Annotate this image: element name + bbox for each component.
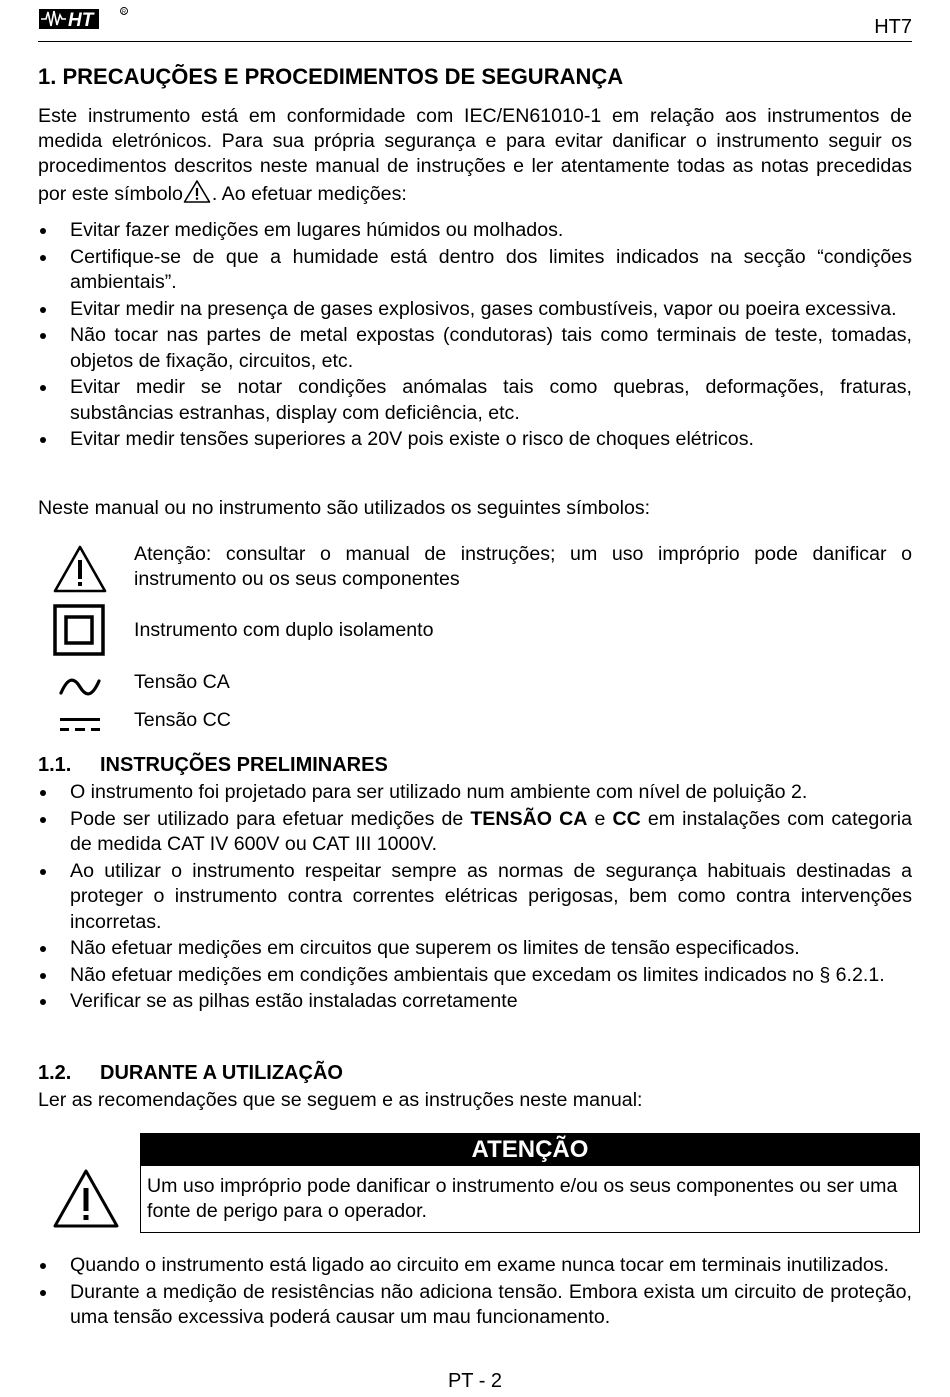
subsection-heading: INSTRUÇÕES PRELIMINARES: [100, 754, 388, 776]
list-item-text: Ao utilizar o instrumento respeitar sempre as normas de segurança habituais destinadas a proteger o instrumento contra correntes elétricas perigosas, bem como contra intervenções incorretas.: [70, 859, 912, 933]
list-item-text: Pode ser utilizado para efetuar medições de: [70, 807, 471, 830]
bullet-icon: [40, 333, 46, 339]
page-number: PT - 2: [447, 1370, 503, 1392]
intro-text-end: . Ao efetuar medições:: [211, 183, 407, 205]
symbols-intro: Neste manual ou no instrumento são utilizados os seguintes símbolos:: [38, 497, 651, 519]
list-item: [38, 807, 912, 858]
subsection-number: 1.1.: [38, 754, 72, 776]
bullet-icon: [40, 869, 46, 875]
bullet-icon: [40, 1290, 46, 1296]
symbol-description: Tensão CA: [134, 671, 230, 693]
subsection-intro: Ler as recomendações que se seguem e as instruções neste manual:: [38, 1089, 643, 1111]
bullet-icon: [40, 999, 46, 1005]
list-item-text: Não efetuar medições em circuitos que superem os limites de tensão especificados.: [70, 937, 800, 959]
list-item-text: Não tocar nas partes de metal expostas (condutoras) tais como terminais de teste, tomadas, objetos de fixação, circuitos, etc.: [70, 324, 912, 372]
section-title: 1. PRECAUÇÕES E PROCEDIMENTOS DE SEGURANÇA: [38, 64, 624, 89]
warning-triangle-icon: [52, 1168, 120, 1230]
bullet-icon: [40, 385, 46, 391]
bullet-icon: [40, 307, 46, 313]
usage-instructions-list: [38, 1253, 912, 1332]
model-label: HT7: [874, 16, 912, 38]
svg-text:R: R: [122, 9, 126, 16]
warning-text: Um uso impróprio pode danificar o instrumento e/ou os seus componentes ou ser uma fonte de perigo para o operador.: [147, 1175, 898, 1222]
list-item: [38, 963, 912, 989]
symbol-description: Atenção: consultar o manual de instruções; um uso impróprio pode danificar o instrumento ou os seus componentes: [134, 543, 912, 590]
inline-warning-icon: [183, 179, 211, 204]
safety-precautions-list: [38, 218, 912, 454]
bullet-icon: [40, 228, 46, 234]
list-item-text: Durante a medição de resistências não adiciona tensão. Embora exista um circuito de proteção, uma tensão excessiva poderá causar um mau funcionamento.: [70, 1280, 912, 1328]
list-item-text: Quando o instrumento está ligado ao circuito em exame nunca tocar em terminais inutilizados.: [70, 1254, 890, 1276]
list-item-text: Evitar medir tensões superiores a 20V pois existe o risco de choques elétricos.: [70, 428, 754, 450]
warning-triangle-icon: [52, 544, 108, 594]
bold-term: CC: [612, 807, 641, 830]
logo-text: HT: [68, 10, 94, 31]
list-item: [38, 323, 912, 374]
list-item: [38, 1280, 912, 1331]
header-divider: [38, 41, 912, 42]
bold-term: TENSÃO CA: [470, 807, 588, 830]
symbol-description: Tensão CC: [134, 709, 231, 731]
list-item-text: Verificar se as pilhas estão instaladas corretamente: [70, 990, 518, 1012]
list-item: [38, 375, 912, 426]
bullet-icon: [40, 255, 46, 261]
list-item-text: Certifique-se de que a humidade está dentro dos limites indicados na secção “condições ambientais”.: [70, 245, 912, 293]
ht-logo: [38, 6, 130, 32]
preliminary-instructions-list: [38, 780, 912, 1016]
list-item-text: Não efetuar medições em condições ambientais que excedam os limites indicados no § 6.2.1.: [70, 963, 885, 986]
ac-voltage-icon: [58, 674, 102, 700]
double-insulation-icon: [53, 604, 105, 656]
subsection-heading: DURANTE A UTILIZAÇÃO: [100, 1062, 343, 1084]
list-item-text: em instalações com categoria de medida CAT IV 600V ou CAT III 1000V.: [70, 807, 912, 855]
list-item-text: Evitar medir na presença de gases explosivos, gases combustíveis, vapor ou poeira excessiva.: [70, 297, 897, 320]
intro-paragraph: [38, 104, 912, 207]
list-item-text: Evitar fazer medições em lugares húmidos ou molhados.: [70, 219, 564, 241]
list-item: [38, 427, 912, 453]
bullet-icon: [40, 437, 46, 443]
intro-text: Este instrumento está em conformidade com IEC/EN61010-1 em relação aos instrumentos de medida eletrónicos. Para sua própria segurança e para evitar danificar o instrumento seguir os procedimentos descritos neste manual de instruções e ler atentamente todas as notas precedidas por este símbolo: [38, 105, 912, 205]
list-item: [38, 297, 912, 323]
subsection-title: [38, 1062, 343, 1085]
list-item: [38, 936, 912, 962]
list-item: [38, 218, 912, 244]
list-item: [38, 859, 912, 936]
bullet-icon: [40, 790, 46, 796]
list-item-text: O instrumento foi projetado para ser utilizado num ambiente com nível de poluição 2.: [70, 781, 808, 803]
list-item: [38, 1253, 912, 1279]
list-item-text: e: [587, 807, 613, 830]
list-item: [38, 245, 912, 296]
list-item-text: Evitar medir se notar condições anómalas tais como quebras, deformações, fraturas, substâncias estranhas, display com deficiência, etc.: [70, 376, 912, 424]
list-item: [38, 989, 912, 1015]
subsection-title: [38, 754, 388, 777]
warning-heading: ATENÇÃO: [141, 1134, 919, 1166]
warning-box: [140, 1133, 920, 1233]
bullet-icon: [40, 1263, 46, 1269]
bullet-icon: [40, 817, 46, 823]
bullet-icon: [40, 973, 46, 979]
subsection-number: 1.2.: [38, 1062, 72, 1084]
symbol-description: Instrumento com duplo isolamento: [134, 619, 434, 641]
bullet-icon: [40, 946, 46, 952]
dc-voltage-icon: [58, 714, 102, 734]
list-item: [38, 780, 912, 806]
